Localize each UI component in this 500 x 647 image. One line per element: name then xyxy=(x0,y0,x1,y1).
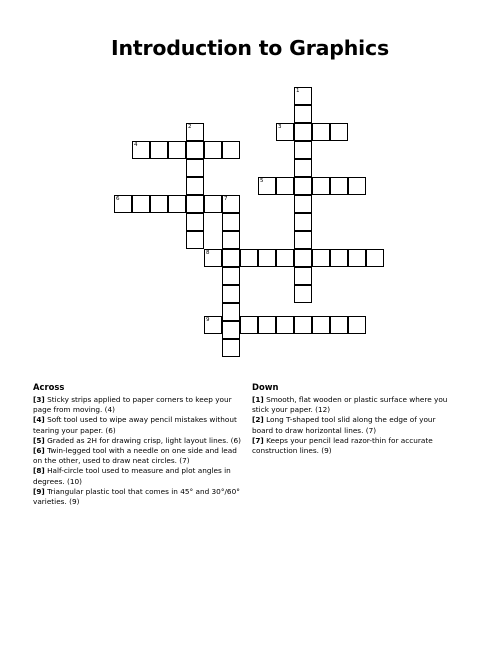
down-clues xyxy=(252,381,452,456)
clue-number: [3] xyxy=(33,395,45,404)
grid-cell[interactable] xyxy=(150,195,168,213)
grid-cell[interactable] xyxy=(330,249,348,267)
grid-cell[interactable] xyxy=(186,141,204,159)
clue-text: Smooth, flat wooden or plastic surface where you stick your paper. (12) xyxy=(252,395,448,415)
clue-number: [7] xyxy=(252,435,264,445)
grid-cell[interactable] xyxy=(294,285,312,303)
down-heading: Down xyxy=(252,382,279,392)
grid-cell[interactable] xyxy=(294,316,312,334)
cell-number: 5 xyxy=(260,178,264,184)
grid-cell[interactable] xyxy=(204,316,222,334)
clue-item xyxy=(33,446,245,466)
grid-cell[interactable] xyxy=(312,123,330,141)
grid-cell[interactable] xyxy=(168,195,186,213)
grid-cell[interactable] xyxy=(294,87,312,105)
grid-cell[interactable] xyxy=(240,316,258,334)
grid-cell[interactable] xyxy=(294,195,312,213)
clue-item xyxy=(252,395,452,415)
grid-cell[interactable] xyxy=(204,141,222,159)
grid-cell[interactable] xyxy=(186,195,204,213)
clue-text: Twin-legged tool with a needle on one side and lead on the other, used to draw neat circles. (7) xyxy=(33,446,237,466)
clue-number: [5] xyxy=(33,435,45,445)
cell-number: 3 xyxy=(278,124,282,130)
clue-number: [1] xyxy=(252,395,264,404)
grid-cell[interactable] xyxy=(294,213,312,231)
grid-cell[interactable] xyxy=(222,321,240,339)
clue-text: Half-circle tool used to measure and plot angles in degrees. (10) xyxy=(33,466,231,486)
down-clue-list xyxy=(252,395,452,456)
grid-cell[interactable] xyxy=(294,159,312,177)
grid-cell[interactable] xyxy=(222,303,240,321)
grid-cell[interactable] xyxy=(186,159,204,177)
grid-cell[interactable] xyxy=(150,141,168,159)
clue-number: [9] xyxy=(33,486,45,496)
grid-cell[interactable] xyxy=(312,316,330,334)
cell-number: 1 xyxy=(296,88,300,94)
clue-text: Keeps your pencil lead razor-thin for accurate construction lines. (9) xyxy=(252,435,433,456)
grid-cell[interactable] xyxy=(294,141,312,159)
grid-cell[interactable] xyxy=(312,177,330,195)
clue-item xyxy=(33,436,245,446)
grid-cell[interactable] xyxy=(348,249,366,267)
grid-cell[interactable] xyxy=(330,316,348,334)
clue-text: Triangular plastic tool that comes in 45° and 30°/60° varieties. (9) xyxy=(33,486,240,507)
grid-cell[interactable] xyxy=(312,249,330,267)
grid-cell[interactable] xyxy=(294,105,312,123)
clue-item xyxy=(252,415,452,435)
grid-cell[interactable] xyxy=(222,285,240,303)
grid-cell[interactable] xyxy=(132,141,150,159)
clue-item xyxy=(33,415,245,435)
clue-item xyxy=(252,436,452,456)
grid-cell[interactable] xyxy=(204,195,222,213)
across-clue-list xyxy=(33,395,245,507)
grid-cell[interactable] xyxy=(294,231,312,249)
clue-item xyxy=(33,466,245,486)
clue-text: Graded as 2H for drawing crisp, light layout lines. (6) xyxy=(44,435,241,445)
cell-number: 7 xyxy=(224,196,228,202)
grid-cell[interactable] xyxy=(294,267,312,285)
grid-cell[interactable] xyxy=(276,177,294,195)
clue-text: Sticky strips applied to paper corners to keep your page from moving. (4) xyxy=(33,395,232,415)
grid-cell[interactable] xyxy=(348,316,366,334)
clue-number: [2] xyxy=(252,415,264,425)
grid-cell[interactable] xyxy=(168,141,186,159)
grid-cell[interactable] xyxy=(276,316,294,334)
cell-number: 9 xyxy=(206,317,210,323)
grid-cell[interactable] xyxy=(240,249,258,267)
grid-cell[interactable] xyxy=(186,231,204,249)
grid-cell[interactable] xyxy=(222,213,240,231)
puzzle-title: Introduction to Graphics xyxy=(111,36,389,60)
cell-number: 8 xyxy=(206,250,210,256)
grid-cell[interactable] xyxy=(186,123,204,141)
grid-cell[interactable] xyxy=(222,141,240,159)
grid-cell[interactable] xyxy=(294,249,312,267)
grid-cell[interactable] xyxy=(222,195,240,213)
clue-item xyxy=(33,487,245,507)
grid-cell[interactable] xyxy=(348,177,366,195)
clue-number: [4] xyxy=(33,415,45,425)
clue-text: Long T-shaped tool slid along the edge of your board to draw horizontal lines. (7) xyxy=(252,415,436,435)
cell-number: 6 xyxy=(116,196,120,202)
grid-cell[interactable] xyxy=(258,249,276,267)
grid-cell[interactable] xyxy=(186,177,204,195)
grid-cell[interactable] xyxy=(186,213,204,231)
grid-cell[interactable] xyxy=(258,316,276,334)
grid-cell[interactable] xyxy=(258,177,276,195)
grid-cell[interactable] xyxy=(276,123,294,141)
clue-text: Soft tool used to wipe away pencil mistakes without tearing your paper. (6) xyxy=(33,415,237,435)
grid-cell[interactable] xyxy=(294,123,312,141)
clue-item xyxy=(33,395,245,415)
grid-cell[interactable] xyxy=(222,249,240,267)
grid-cell[interactable] xyxy=(222,231,240,249)
clue-number: [8] xyxy=(33,466,45,476)
grid-cell[interactable] xyxy=(204,249,222,267)
grid-cell[interactable] xyxy=(330,123,348,141)
grid-cell[interactable] xyxy=(294,177,312,195)
across-heading: Across xyxy=(33,382,65,392)
across-clues xyxy=(33,381,245,507)
cell-number: 2 xyxy=(188,124,192,130)
cell-number: 4 xyxy=(134,142,138,148)
clue-number: [6] xyxy=(33,446,45,456)
grid-cell[interactable] xyxy=(114,195,132,213)
grid-cell[interactable] xyxy=(222,339,240,357)
grid-cell[interactable] xyxy=(366,249,384,267)
grid-cell[interactable] xyxy=(132,195,150,213)
grid-cell[interactable] xyxy=(222,267,240,285)
grid-cell[interactable] xyxy=(276,249,294,267)
grid-cell[interactable] xyxy=(330,177,348,195)
